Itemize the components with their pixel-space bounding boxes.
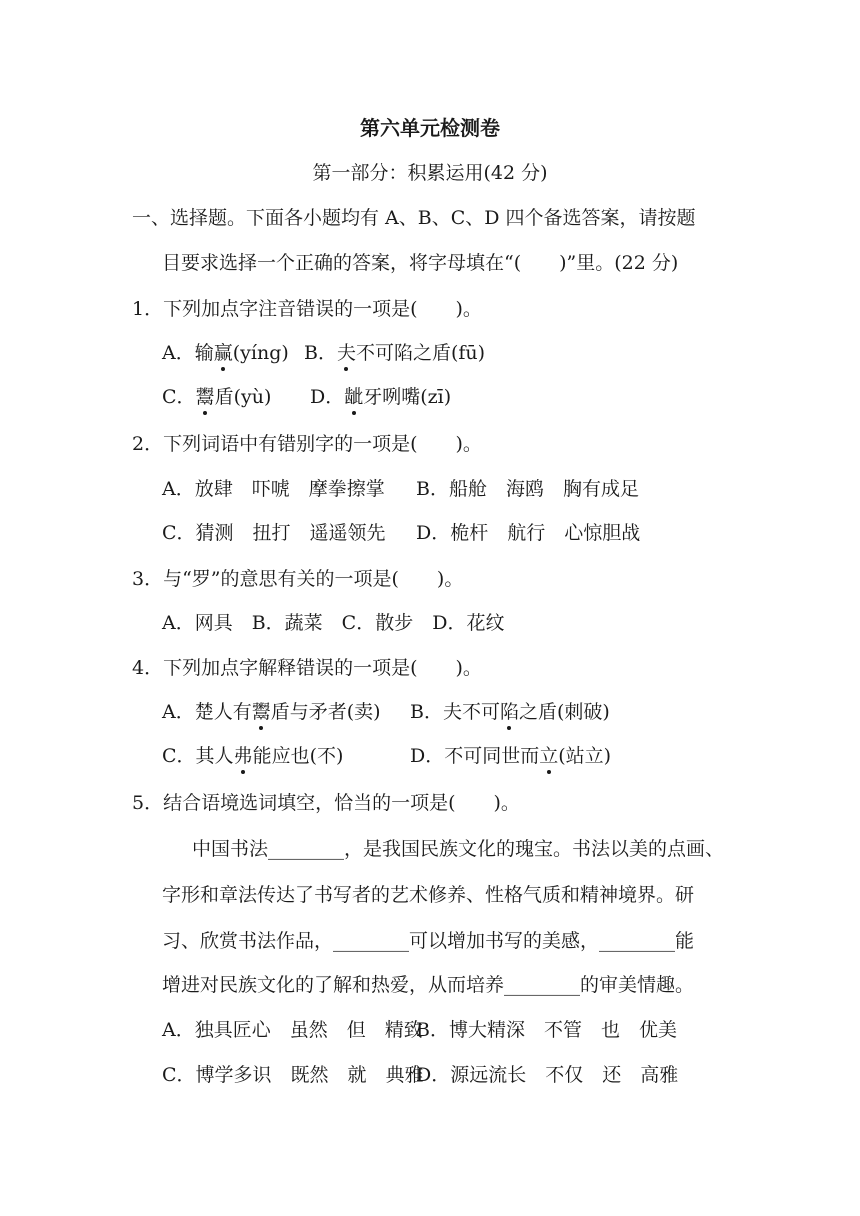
dotted-char: 龇 [344,386,364,408]
section-subtitle: 第一部分：积累运用(42 分) [312,162,548,184]
instruction-line-2: 目要求选择一个正确的答案，将字母填在“( )”里。(22 分) [162,252,679,274]
dotted-char: 陷 [499,701,519,723]
q1-option-b[interactable]: B．夫不可陷之盾(fū) [304,342,486,364]
q1-option-c[interactable]: C．鬻盾(yù) [162,386,272,408]
q5-option-a[interactable]: A．独具匠心 虽然 但 精致 [162,1019,423,1041]
dotted-char: 鬻 [195,386,215,408]
q5-passage-line-3: 习、欣赏书法作品，________可以增加书写的美感，________能 [162,930,695,952]
q5-passage-line-2: 字形和章法传达了书写者的艺术修养、性格气质和精神境界。研 [162,884,695,906]
q2-option-c[interactable]: C．猜测 扭打 遥遥领先 [162,522,386,544]
question-3-stem: 3．与“罗”的意思有关的一项是( )。 [132,568,464,590]
q4-option-a[interactable]: A．楚人有鬻盾与矛者(卖) [162,701,381,723]
page-title: 第六单元检测卷 [360,116,500,140]
q2-option-a[interactable]: A．放肆 吓唬 摩拳擦掌 [162,478,385,500]
question-5-stem: 5．结合语境选词填空，恰当的一项是( )。 [132,792,520,814]
q2-option-b[interactable]: B．船舱 海鸥 胸有成足 [416,478,639,500]
question-4-stem: 4．下列加点字解释错误的一项是( )。 [132,657,482,679]
q4-option-b[interactable]: B．夫不可陷之盾(刺破) [410,701,610,723]
q5-passage-line-1: 中国书法________，是我国民族文化的瑰宝。书法以美的点画、 [192,838,725,860]
question-2-stem: 2．下列词语中有错别字的一项是( )。 [132,433,482,455]
q5-option-c[interactable]: C．博学多识 既然 就 典雅 [162,1064,424,1086]
dotted-char: 鬻 [251,701,271,723]
q5-option-b[interactable]: B．博大精深 不管 也 优美 [416,1019,677,1041]
q1-option-d[interactable]: D．龇牙咧嘴(zī) [310,386,452,408]
q3-options[interactable]: A．网具 B．蔬菜 C．散步 D．花纹 [162,612,505,634]
q5-option-d[interactable]: D．源远流长 不仅 还 高雅 [416,1064,679,1086]
q2-option-d[interactable]: D．桅杆 航行 心惊胆战 [416,522,641,544]
q5-passage-line-4: 增进对民族文化的了解和热爱，从而培养________的审美情趣。 [162,974,695,996]
dotted-char: 赢 [213,342,233,364]
q4-option-c[interactable]: C．其人弗能应也(不) [162,745,344,767]
q1-option-a[interactable]: A．输赢(yíng) [162,342,289,364]
dotted-char: 弗 [233,745,253,767]
question-1-stem: 1．下列加点字注音错误的一项是( )。 [132,298,482,320]
q4-option-d[interactable]: D．不可同世而立(站立) [410,745,612,767]
dotted-char: 夫 [336,342,356,364]
instruction-line-1: 一、选择题。下面各小题均有 A、B、C、D 四个备选答案，请按题 [132,207,696,229]
dotted-char: 立 [539,745,559,767]
